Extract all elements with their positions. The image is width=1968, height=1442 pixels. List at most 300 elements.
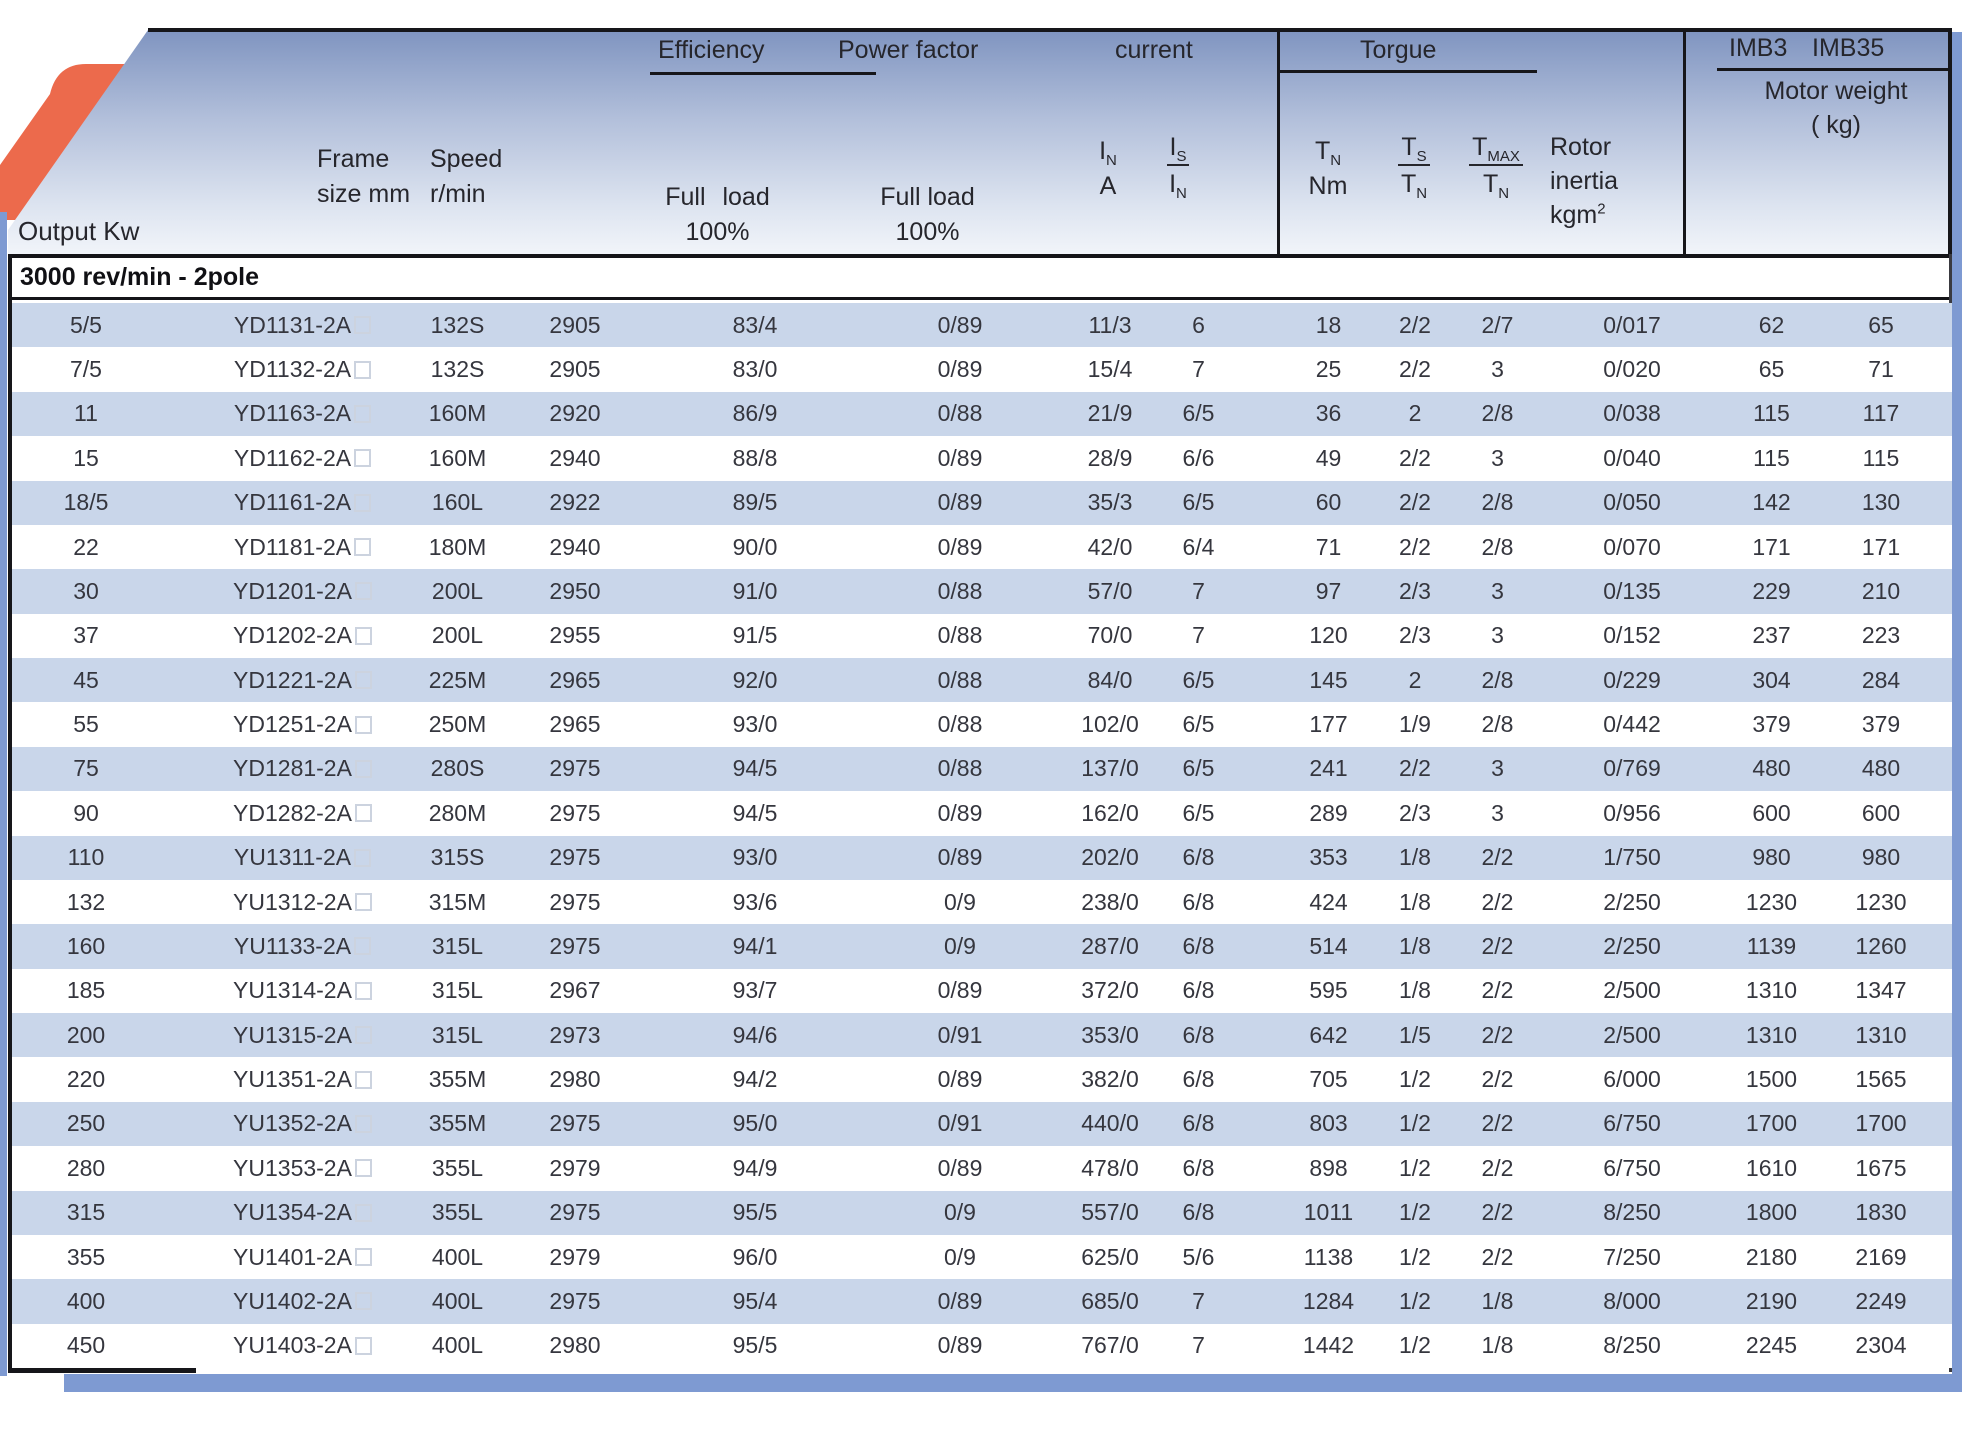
model-text: YD1161-2A — [233, 489, 352, 516]
cell: 93/0 — [732, 844, 778, 871]
model-box-icon — [354, 849, 371, 867]
cell: 91/0 — [732, 577, 778, 604]
cell: 2/8 — [1481, 711, 1514, 738]
cell: 5/5 — [70, 311, 102, 338]
model-text: YD1281-2A — [233, 755, 352, 782]
cell: 0/89 — [937, 489, 983, 516]
cell: 400L — [431, 1287, 484, 1314]
table-row — [12, 1235, 1952, 1279]
model-text: YD1221-2A — [233, 666, 352, 693]
frame-edge-bottom — [64, 1374, 1962, 1392]
cell — [190, 1324, 415, 1368]
cell: 1230 — [1745, 888, 1798, 915]
cell: 1/9 — [1399, 711, 1431, 738]
cell: 95/5 — [732, 1332, 778, 1359]
cell: 304 — [1752, 666, 1791, 693]
cell: 2965 — [549, 711, 601, 738]
cell: 2905 — [549, 356, 601, 383]
cell: 2975 — [549, 1287, 601, 1314]
cell: 0/135 — [1603, 577, 1661, 604]
cell: 2249 — [1855, 1287, 1907, 1314]
col-efficiency-fullload-label: Full load 100% — [665, 183, 770, 246]
table-row — [12, 1324, 1952, 1368]
model-text: YD1162-2A — [233, 444, 352, 471]
cell: 92/0 — [732, 666, 778, 693]
top-rule — [148, 28, 1952, 32]
cell — [190, 392, 415, 436]
cell: 11 — [74, 400, 98, 427]
model-text: YU1351-2A — [233, 1066, 352, 1093]
cell: 6/000 — [1603, 1066, 1661, 1093]
cell: 0/050 — [1603, 489, 1661, 516]
cell: 2/2 — [1399, 533, 1431, 560]
cell: 91/5 — [732, 622, 778, 649]
cell: 35/3 — [1087, 489, 1133, 516]
motor-weight-label: Motor weight ( kg) — [1764, 77, 1908, 139]
cell: 6/750 — [1603, 1154, 1661, 1181]
model-text: YD1251-2A — [233, 711, 352, 738]
cell: 142 — [1752, 489, 1791, 516]
cell: 160L — [431, 489, 484, 516]
cell: 137/0 — [1081, 755, 1139, 782]
col-rotor-inertia-label: Rotor inertia kgm$^2$ — [1550, 133, 1619, 229]
cell: 11/3 — [1088, 311, 1132, 338]
cell: 0/89 — [937, 1332, 983, 1359]
cell: 3 — [1491, 755, 1504, 782]
cell: 480 — [1861, 755, 1901, 782]
cell: 6/8 — [1182, 888, 1215, 915]
group-label-current: current — [1115, 36, 1193, 64]
table-row — [12, 392, 1952, 436]
cell: 600 — [1752, 799, 1791, 826]
model-box-icon — [355, 1204, 372, 1222]
cell — [190, 924, 415, 968]
cell: 0/89 — [937, 1154, 983, 1181]
col-output-label: Output Kw — [18, 216, 140, 246]
model-box-icon — [355, 1292, 372, 1310]
col-pf-fullload-label: Full load 100% — [880, 183, 975, 246]
cell — [190, 569, 415, 613]
cell: 705 — [1309, 1066, 1348, 1093]
cell: 7 — [1192, 356, 1205, 383]
efficiency-underline — [650, 72, 876, 75]
cell: 94/5 — [732, 755, 778, 782]
cell: 2950 — [549, 577, 601, 604]
cell: 1/2 — [1399, 1287, 1431, 1314]
group-label-imb35: IMB35 — [1812, 34, 1885, 62]
cell: 5/6 — [1182, 1243, 1215, 1270]
cell: 2967 — [549, 977, 601, 1004]
cell: 49 — [1315, 444, 1342, 471]
col-is-in-label: $I_S$ $I_N$ — [1150, 132, 1206, 199]
cell: 115 — [1862, 444, 1900, 471]
cell: 202/0 — [1081, 844, 1139, 871]
model-text: YD1163-2A — [233, 400, 352, 427]
cell: 315S — [430, 844, 485, 871]
group-label-imb3: IMB3 — [1729, 34, 1788, 62]
model-box-icon — [354, 538, 371, 556]
cell: 400L — [431, 1243, 484, 1270]
model-box-icon — [355, 1115, 372, 1133]
cell: 132S — [430, 356, 485, 383]
cell: 36 — [1315, 400, 1342, 427]
cell: 353 — [1309, 844, 1348, 871]
cell: 1138 — [1303, 1243, 1354, 1270]
cell: 0/89 — [937, 1066, 983, 1093]
cell: 6/5 — [1182, 489, 1215, 516]
cell: 6/8 — [1182, 1110, 1215, 1137]
model-text: YU1315-2A — [233, 1021, 352, 1048]
model-text: YU1354-2A — [233, 1199, 352, 1226]
cell: 2/8 — [1481, 489, 1514, 516]
cell: 1/5 — [1399, 1021, 1431, 1048]
cell: 0/88 — [937, 711, 983, 738]
cell: 2/2 — [1481, 932, 1514, 959]
cell: 1347 — [1855, 977, 1907, 1004]
section-header-text: 3000 rev/min - 2pole — [20, 263, 260, 291]
cell — [190, 747, 415, 791]
cell: 1310 — [1855, 1021, 1907, 1048]
cell: 0/229 — [1603, 666, 1661, 693]
model-box-icon — [355, 1337, 372, 1355]
group-label-efficiency: Efficiency — [658, 36, 765, 64]
col-ts-tn-label: $T_S$ $T_N$ — [1385, 132, 1443, 199]
cell: 250M — [428, 711, 487, 738]
cell: 2975 — [549, 755, 601, 782]
cell: 6/4 — [1182, 533, 1215, 560]
cell — [190, 969, 415, 1013]
cell: 7 — [1192, 577, 1205, 604]
cell: 95/0 — [732, 1110, 778, 1137]
cell: 315L — [431, 1021, 484, 1048]
cell: 86/9 — [732, 400, 778, 427]
group-label-power-factor: Power factor — [838, 36, 979, 64]
cell: 65 — [1758, 356, 1785, 383]
cell: 71 — [1315, 533, 1342, 560]
cell: 440/0 — [1081, 1110, 1139, 1137]
cell: 0/152 — [1603, 622, 1661, 649]
cell: 210 — [1861, 577, 1901, 604]
frame-edge-right — [1952, 32, 1962, 1384]
cell — [190, 1279, 415, 1323]
cell — [190, 303, 415, 347]
cell: 6/8 — [1182, 1154, 1215, 1181]
cell: 22 — [73, 533, 99, 560]
imb-underline — [1717, 68, 1955, 71]
cell: 0/89 — [937, 1287, 983, 1314]
cell — [190, 658, 415, 702]
cell: 115 — [1753, 444, 1790, 471]
cell: 1610 — [1745, 1154, 1798, 1181]
model-text: YD1201-2A — [233, 577, 352, 604]
cell: 0/040 — [1603, 444, 1661, 471]
col-speed-label: Speed r/min — [430, 145, 503, 208]
cell: 2/7 — [1481, 311, 1514, 338]
cell: 315M — [428, 888, 487, 915]
cell: 55 — [73, 711, 99, 738]
cell — [190, 1146, 415, 1190]
cell: 83/0 — [732, 356, 778, 383]
cell: 132S — [430, 311, 485, 338]
cell: 0/442 — [1603, 711, 1661, 738]
cell: 0/9 — [944, 1199, 976, 1226]
cell: 130 — [1861, 489, 1901, 516]
cell: 0/89 — [937, 533, 983, 560]
col-in-label: $I_N$ A — [1099, 137, 1117, 200]
cell: 355L — [431, 1154, 484, 1181]
cell — [190, 1235, 415, 1279]
cell: 2/3 — [1399, 622, 1431, 649]
cell: 8/250 — [1603, 1199, 1661, 1226]
cell: 42/0 — [1087, 533, 1133, 560]
cell — [190, 791, 415, 835]
cell: 767/0 — [1081, 1332, 1139, 1359]
cell: 102/0 — [1081, 711, 1139, 738]
cell: 0/88 — [937, 666, 983, 693]
cell: 2/2 — [1399, 489, 1431, 516]
cell: 117 — [1862, 400, 1900, 427]
cell: 2975 — [549, 932, 601, 959]
table-row — [12, 1057, 1952, 1101]
model-box-icon — [354, 361, 371, 379]
cell: 89/5 — [732, 489, 778, 516]
cell: 2980 — [549, 1332, 601, 1359]
cell: 237 — [1752, 622, 1791, 649]
model-box-icon — [355, 1026, 372, 1044]
cell: 2975 — [549, 1199, 601, 1226]
model-box-icon — [355, 716, 372, 734]
cell: 2245 — [1745, 1332, 1798, 1359]
cell: 2180 — [1745, 1243, 1798, 1270]
cell: 2/500 — [1603, 977, 1661, 1004]
cell: 315L — [431, 932, 484, 959]
model-text: YU1352-2A — [233, 1110, 352, 1137]
cell: 88/8 — [732, 444, 778, 471]
cell: 60 — [1315, 489, 1342, 516]
cell: 280 — [66, 1154, 106, 1181]
cell: 18 — [1315, 311, 1342, 338]
cell: 1700 — [1855, 1110, 1907, 1137]
cell: 6/8 — [1182, 1021, 1215, 1048]
data-rows — [12, 303, 1952, 1368]
cell: 2905 — [549, 311, 601, 338]
cell: 2/8 — [1481, 400, 1514, 427]
group-label-torque: Torgue — [1360, 36, 1437, 64]
table-row — [12, 1191, 1952, 1235]
cell: 980 — [1752, 844, 1791, 871]
model-box-icon — [355, 1248, 372, 1266]
cell: 2/250 — [1603, 932, 1661, 959]
cell: 2 — [1408, 400, 1422, 427]
cell: 478/0 — [1081, 1154, 1139, 1181]
cell: 1284 — [1302, 1287, 1355, 1314]
cell: 2980 — [549, 1066, 601, 1093]
cell: 6 — [1192, 311, 1205, 338]
cell: 280S — [430, 755, 485, 782]
table-row — [12, 658, 1952, 702]
cell: 0/9 — [944, 1243, 976, 1270]
cell: 2/2 — [1481, 1243, 1514, 1270]
model-text: YD1131-2A — [233, 311, 352, 338]
cell: 94/9 — [732, 1154, 778, 1181]
cell — [190, 436, 415, 480]
model-box-icon — [354, 937, 371, 955]
cell: 280M — [428, 799, 487, 826]
cell: 2940 — [549, 444, 601, 471]
section-header-row — [8, 254, 1952, 300]
cell: 3 — [1491, 444, 1504, 471]
cell: 0/91 — [937, 1110, 983, 1137]
cell: 94/5 — [732, 799, 778, 826]
cell: 7 — [1192, 622, 1205, 649]
cell: 595 — [1309, 977, 1348, 1004]
table-row — [12, 924, 1952, 968]
cell: 2/2 — [1481, 1199, 1514, 1226]
cell: 898 — [1309, 1154, 1348, 1181]
col-frame-label: Frame size mm — [317, 145, 411, 208]
model-text: YD1132-2A — [233, 356, 352, 383]
cell — [190, 525, 415, 569]
model-box-icon — [355, 627, 372, 645]
table-row — [12, 436, 1952, 480]
model-box-icon — [354, 494, 371, 512]
cell: 0/89 — [937, 844, 983, 871]
cell: 7 — [1192, 1332, 1205, 1359]
cell: 600 — [1861, 799, 1901, 826]
cell: 1/8 — [1481, 1287, 1514, 1314]
cell: 0/89 — [937, 356, 983, 383]
cell: 2/3 — [1399, 799, 1431, 826]
cell: 0/91 — [937, 1021, 983, 1048]
cell: 70/0 — [1087, 622, 1133, 649]
cell: 94/2 — [732, 1066, 778, 1093]
model-box-icon — [355, 1071, 372, 1089]
cell: 2/3 — [1399, 577, 1431, 604]
cell — [190, 1191, 415, 1235]
cell: 2 — [1408, 666, 1422, 693]
cell: 2190 — [1745, 1287, 1798, 1314]
cell: 6/8 — [1182, 932, 1215, 959]
cell: 685/0 — [1081, 1287, 1139, 1314]
model-box-icon — [355, 804, 372, 822]
cell: 93/7 — [732, 977, 778, 1004]
cell: 95/4 — [732, 1287, 778, 1314]
cell — [190, 836, 415, 880]
model-text: YD1181-2A — [233, 533, 352, 560]
cell: 0/038 — [1603, 400, 1661, 427]
divider-rotor-imb — [1683, 30, 1686, 256]
cell: 25 — [1315, 356, 1342, 383]
cell: 200L — [431, 622, 484, 649]
cell: 2/2 — [1399, 444, 1431, 471]
model-box-icon — [355, 982, 372, 1000]
cell: 0/89 — [937, 311, 983, 338]
cell: 372/0 — [1081, 977, 1139, 1004]
cell: 0/9 — [944, 932, 976, 959]
cell — [190, 347, 415, 391]
cell: 0/956 — [1603, 799, 1661, 826]
cell: 1/2 — [1399, 1154, 1431, 1181]
cell — [190, 702, 415, 746]
cell: 2/250 — [1603, 888, 1661, 915]
cell: 90 — [73, 799, 99, 826]
cell: 1675 — [1855, 1154, 1907, 1181]
table-row — [12, 969, 1952, 1013]
table-row — [12, 1013, 1952, 1057]
cell: 241 — [1309, 755, 1348, 782]
table-row — [12, 569, 1952, 613]
cell — [190, 614, 415, 658]
model-box-icon — [354, 316, 371, 334]
cell: 803 — [1309, 1110, 1348, 1137]
cell: 177 — [1309, 711, 1348, 738]
cell: 250 — [66, 1110, 106, 1137]
model-text: YU1402-2A — [233, 1287, 352, 1314]
divider-current-torque — [1277, 30, 1280, 256]
cell: 57/0 — [1087, 577, 1133, 604]
cell: 160M — [428, 444, 487, 471]
cell: 30 — [73, 577, 99, 604]
cell: 1230 — [1855, 888, 1907, 915]
cell: 2/2 — [1481, 888, 1514, 915]
cell: 0/769 — [1603, 755, 1661, 782]
cell: 1/2 — [1399, 1066, 1431, 1093]
cell: 0/89 — [937, 799, 983, 826]
cell: 6/5 — [1182, 711, 1215, 738]
cell: 2/2 — [1481, 1066, 1514, 1093]
cell: 2/2 — [1481, 1021, 1514, 1048]
cell: 95/5 — [732, 1199, 778, 1226]
cell: 1310 — [1745, 977, 1798, 1004]
cell: 289 — [1309, 799, 1348, 826]
cell: 75 — [73, 755, 99, 782]
cell: 229 — [1752, 577, 1791, 604]
cell: 0/88 — [937, 755, 983, 782]
table-row — [12, 1279, 1952, 1323]
table-row — [12, 1146, 1952, 1190]
cell: 6/5 — [1182, 666, 1215, 693]
cell: 160 — [66, 932, 106, 959]
model-box-icon — [355, 1159, 372, 1177]
cell: 355L — [431, 1199, 484, 1226]
cell: 96/0 — [732, 1243, 778, 1270]
cell: 1/8 — [1399, 977, 1431, 1004]
cell: 1/2 — [1399, 1199, 1431, 1226]
cell: 185 — [66, 977, 106, 1004]
cell: 1/2 — [1399, 1110, 1431, 1137]
cell: 220 — [66, 1066, 106, 1093]
cell: 2/2 — [1399, 311, 1431, 338]
cell: 0/017 — [1603, 311, 1661, 338]
cell: 6/8 — [1182, 977, 1215, 1004]
cell: 1/750 — [1603, 844, 1661, 871]
cell: 2975 — [549, 844, 601, 871]
cell: 45 — [73, 666, 99, 693]
cell: 200L — [431, 577, 484, 604]
cell: 2979 — [549, 1154, 601, 1181]
cell: 180M — [428, 533, 487, 560]
model-box-icon — [355, 893, 372, 911]
cell: 94/6 — [732, 1021, 778, 1048]
cell: 2/2 — [1481, 1154, 1514, 1181]
cell: 315L — [431, 977, 484, 1004]
table-row — [12, 747, 1952, 791]
model-text: YU1403-2A — [233, 1332, 352, 1359]
cell: 223 — [1861, 622, 1901, 649]
cell: 1/8 — [1399, 932, 1431, 959]
cell: 284 — [1861, 666, 1901, 693]
table-row — [12, 614, 1952, 658]
